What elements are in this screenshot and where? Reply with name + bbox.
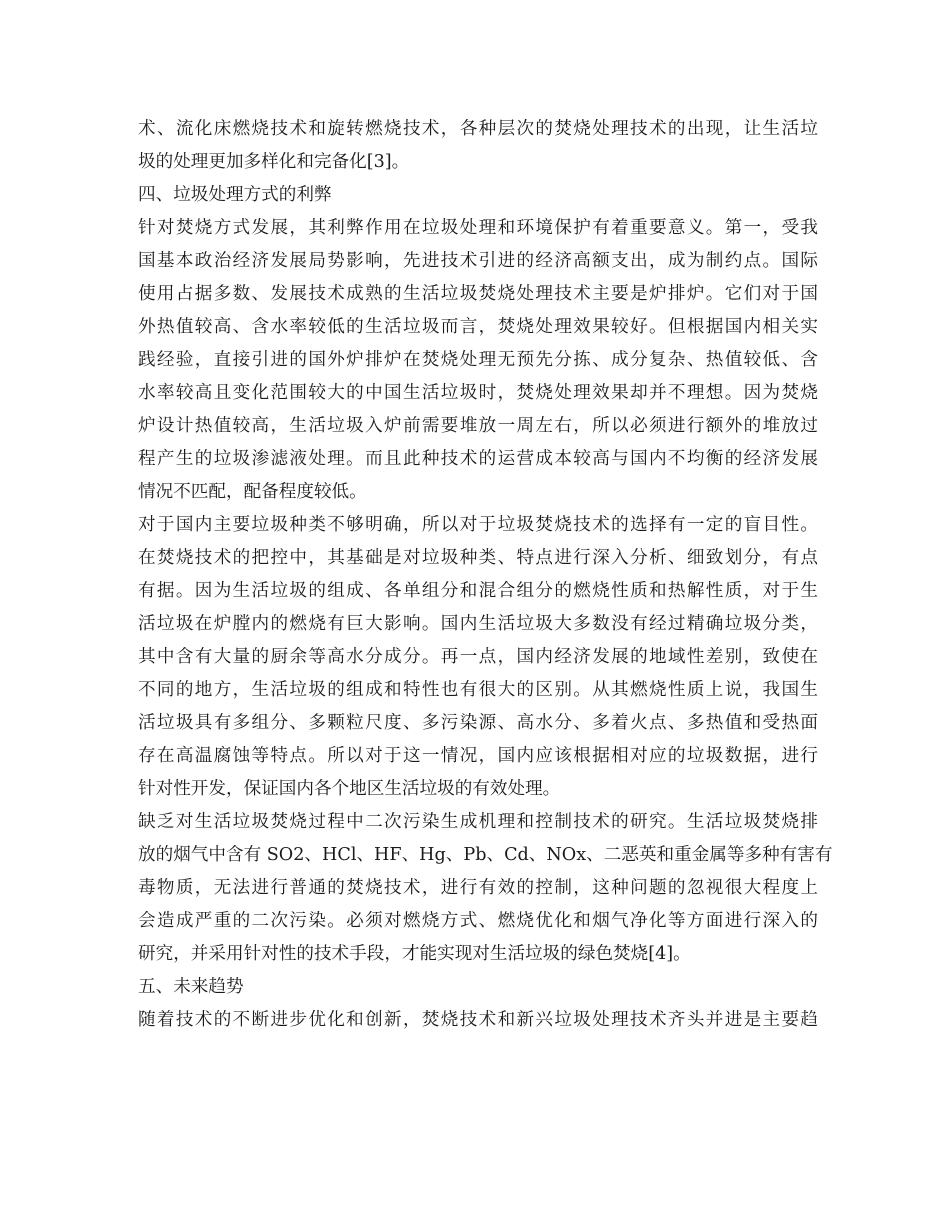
text-line: 针对性开发，保证国内各个地区生活垃圾的有效处理。 <box>138 779 561 799</box>
text-line: 践经验，直接引进的国外炉排炉在焚烧处理无预先分拣、成分复杂、热值较低、含 <box>138 350 818 370</box>
text-line: 情况不匹配，配备程度较低。 <box>138 482 367 502</box>
text-line: 毒物质，无法进行普通的焚烧技术，进行有效的控制，这种问题的忽视很大程度上 <box>138 878 818 898</box>
text-line: 圾的处理更加多样化和完备化[3]。 <box>138 152 410 172</box>
text-line: 其中含有大量的厨余等高水分成分。再一点，国内经济发展的地域性差别，致使在 <box>138 647 818 667</box>
text-line: 在焚烧技术的把控中，其基础是对垃圾种类、特点进行深入分析、细致划分，有点 <box>138 548 818 568</box>
text-line: 缺乏对生活垃圾焚烧过程中二次污染生成机理和控制技术的研究。生活垃圾焚烧排 <box>138 812 818 832</box>
text-line: 四、垃圾处理方式的利弊 <box>138 185 332 205</box>
text-line: 外热值较高、含水率较低的生活垃圾而言，焚烧处理效果较好。但根据国内相关实 <box>138 317 818 337</box>
text-line: 会造成严重的二次污染。必须对燃烧方式、燃烧优化和烟气净化等方面进行深入的 <box>138 911 818 931</box>
text-line: 术、流化床燃烧技术和旋转燃烧技术，各种层次的焚烧处理技术的出现，让生活垃 <box>138 119 818 139</box>
text-line: 有据。因为生活垃圾的组成、各单组分和混合组分的燃烧性质和热解性质，对于生 <box>138 581 818 601</box>
text-line: 使用占据多数、发展技术成熟的生活垃圾焚烧处理技术主要是炉排炉。它们对于国 <box>138 284 818 304</box>
text-line: 随着技术的不断进步优化和创新，焚烧技术和新兴垃圾处理技术齐头并进是主要趋 <box>138 1010 818 1030</box>
text-line: 程产生的垃圾渗滤液处理。而且此种技术的运营成本较高与国内不均衡的经济发展 <box>138 449 818 469</box>
text-line: 不同的地方，生活垃圾的组成和特性也有很大的区别。从其燃烧性质上说，我国生 <box>138 680 818 700</box>
text-line: 针对焚烧方式发展，其利弊作用在垃圾处理和环境保护有着重要意义。第一，受我 <box>138 218 818 238</box>
text-line: 研究，并采用针对性的技术手段，才能实现对生活垃圾的绿色焚烧[4]。 <box>138 944 691 964</box>
text-line: 炉设计热值较高，生活垃圾入炉前需要堆放一周左右，所以必须进行额外的堆放过 <box>138 416 818 436</box>
text-line: 放的烟气中含有 SO2、HCl、HF、Hg、Pb、Cd、NOx、二恶英和重金属等多种有害有 <box>138 845 833 865</box>
text-line: 存在高温腐蚀等特点。所以对于这一情况，国内应该根据相对应的垃圾数据，进行 <box>138 746 818 766</box>
text-line: 活垃圾具有多组分、多颗粒尺度、多污染源、高水分、多着火点、多热值和受热面 <box>138 713 818 733</box>
document-body <box>138 113 833 1037</box>
text-line: 活垃圾在炉膛内的燃烧有巨大影响。国内生活垃圾大多数没有经过精确垃圾分类， <box>138 614 818 634</box>
text-line: 水率较高且变化范围较大的中国生活垃圾时，焚烧处理效果却并不理想。因为焚烧 <box>138 383 818 403</box>
text-line: 五、未来趋势 <box>138 977 244 997</box>
text-line: 国基本政治经济发展局势影响，先进技术引进的经济高额支出，成为制约点。国际 <box>138 251 818 271</box>
text-line: 对于国内主要垃圾种类不够明确，所以对于垃圾焚烧技术的选择有一定的盲目性。 <box>138 515 818 535</box>
